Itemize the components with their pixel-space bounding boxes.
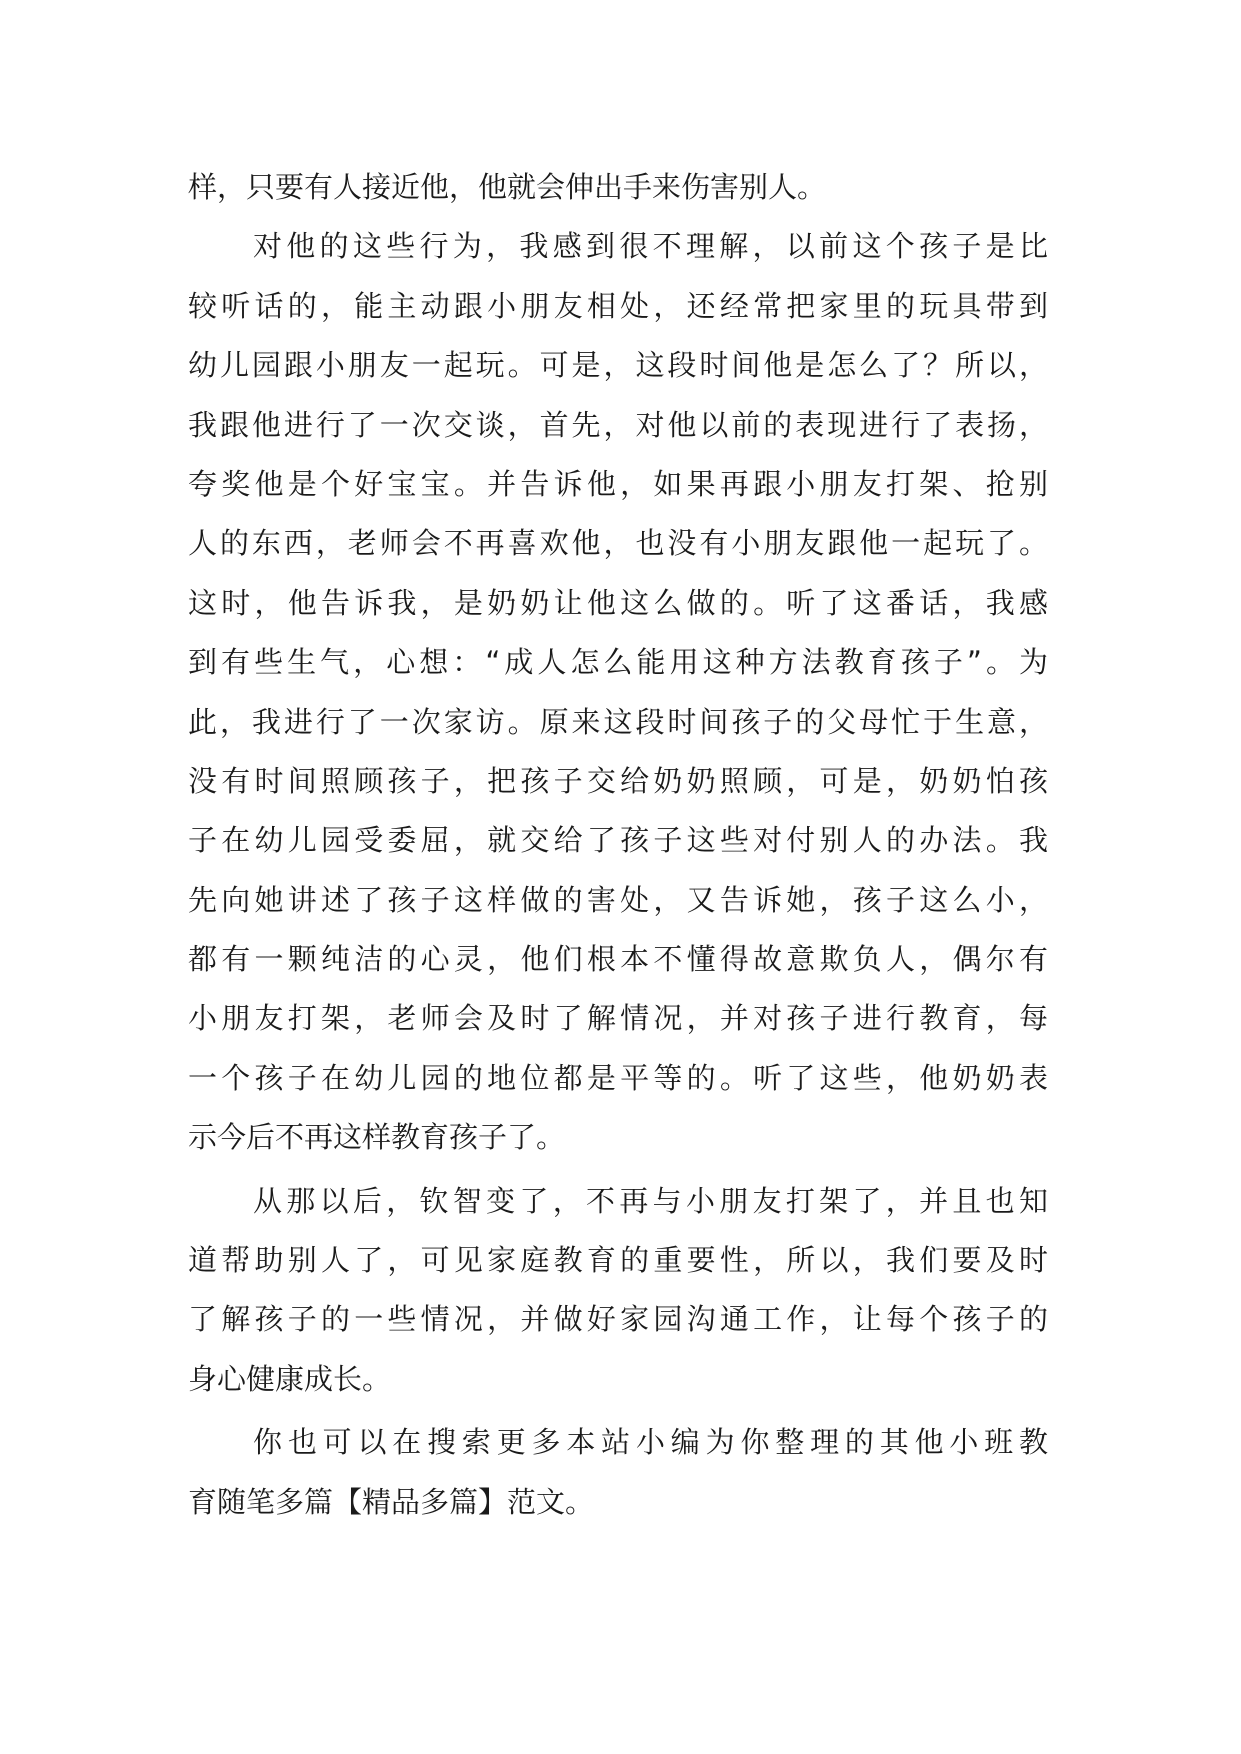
body-text	[188, 158, 1048, 1532]
text-line: 人的东西，老师会不再喜欢他，也没有小朋友跟他一起玩了。	[188, 526, 1048, 561]
text-line: 道帮助别人了，可见家庭教育的重要性，所以，我们要及时	[188, 1243, 1048, 1278]
text-line: 都有一颗纯洁的心灵，他们根本不懂得故意欺负人，偶尔有	[188, 942, 1048, 977]
text-line: 育随笔多篇【精品多篇】范文。	[188, 1484, 595, 1519]
text-line: 子在幼儿园受委屈，就交给了孩子这些对付别人的办法。我	[188, 823, 1048, 858]
text-line: 这时，他告诉我，是奶奶让他这么做的。听了这番话，我感	[188, 585, 1048, 620]
paragraph-1	[188, 158, 1048, 217]
text-line: 夸奖他是个好宝宝。并告诉他，如果再跟小朋友打架、抢别	[188, 466, 1048, 501]
text-line: 样，只要有人接近他，他就会伸出手来伤害别人。	[188, 170, 827, 204]
text-line: 没有时间照顾孩子，把孩子交给奶奶照顾，可是，奶奶怕孩	[188, 763, 1048, 798]
text-line: 此，我进行了一次家访。原来这段时间孩子的父母忙于生意，	[188, 704, 1048, 739]
text-line: 我跟他进行了一次交谈，首先，对他以前的表现进行了表扬，	[188, 407, 1048, 442]
paragraph-3	[188, 1172, 1048, 1410]
text-line: 小朋友打架，老师会及时了解情况，并对孩子进行教育，每	[188, 1001, 1048, 1036]
text-line: 对他的这些行为，我感到很不理解，以前这个孩子是比	[253, 229, 1048, 264]
text-line: 身心健康成长。	[188, 1361, 392, 1396]
text-line: 先向她讲述了孩子这样做的害处，又告诉她，孩子这么小，	[188, 882, 1048, 917]
text-line: 幼儿园跟小朋友一起玩。可是，这段时间他是怎么了？所以，	[188, 348, 1048, 383]
text-line: 了解孩子的一些情况，并做好家园沟通工作，让每个孩子的	[188, 1302, 1048, 1337]
paragraph-2	[188, 217, 1048, 1167]
text-line: 到有些生气，心想：“成人怎么能用这种方法教育孩子”。为	[188, 645, 1048, 680]
text-line: 示今后不再这样教育孩子了。	[188, 1120, 566, 1155]
text-line: 你也可以在搜索更多本站小编为你整理的其他小班教	[253, 1425, 1048, 1460]
text-line: 较听话的，能主动跟小朋友相处，还经常把家里的玩具带到	[188, 288, 1048, 323]
paragraph-4	[188, 1413, 1048, 1532]
text-line: 从那以后，钦智变了，不再与小朋友打架了，并且也知	[253, 1183, 1048, 1218]
text-line: 一个孩子在幼儿园的地位都是平等的。听了这些，他奶奶表	[188, 1060, 1048, 1095]
